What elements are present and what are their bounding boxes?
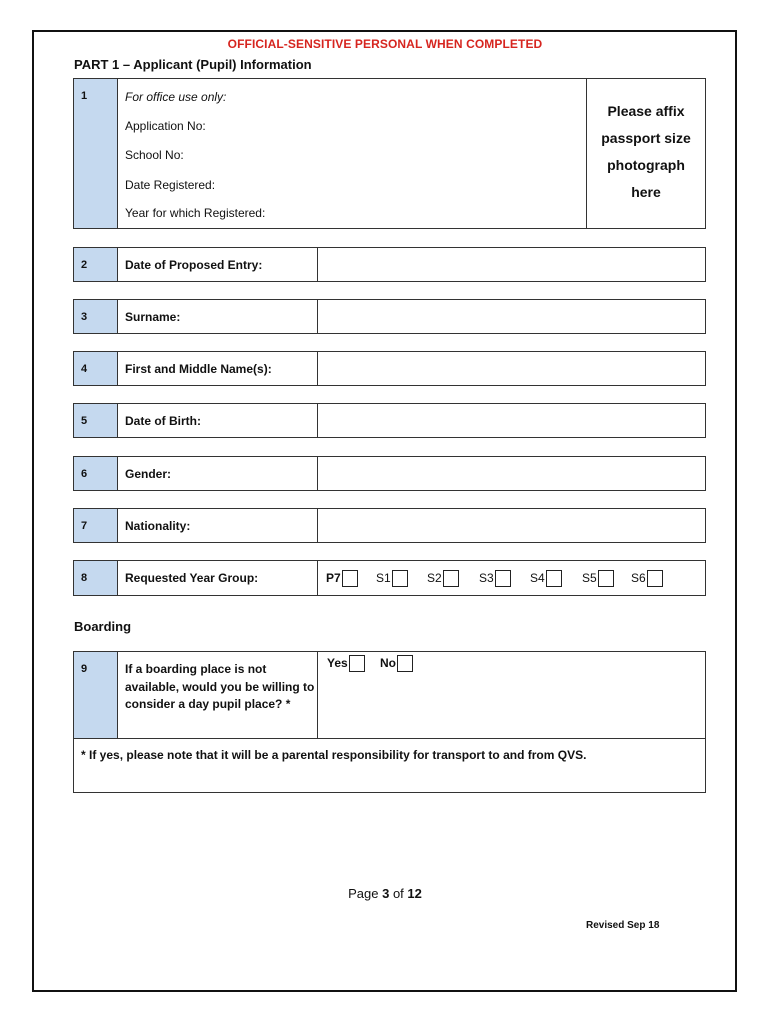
row-nationality [73, 508, 706, 543]
option-s4[interactable] [530, 561, 562, 595]
revision-note: Revised Sep 18 [586, 920, 660, 931]
option-label: Yes [327, 656, 348, 670]
checkbox-s1[interactable] [392, 570, 408, 587]
option-label: S2 [427, 571, 442, 585]
row-number: 6 [74, 457, 118, 490]
boarding-note: * If yes, please note that it will be a parental responsibility for transport to and from QVS. [81, 748, 587, 762]
office-use-heading: For office use only: [125, 90, 227, 104]
page-total: 12 [407, 886, 422, 901]
option-label: P7 [326, 571, 341, 585]
photo-line: Please affix [607, 103, 685, 119]
option-s6[interactable] [631, 561, 663, 595]
date-registered-label: Date Registered: [125, 178, 216, 192]
classification-banner: OFFICIAL-SENSITIVE PERSONAL WHEN COMPLETED [227, 37, 543, 51]
checkbox-yes[interactable] [349, 655, 365, 672]
year-group-options [317, 561, 705, 595]
page-prefix: Page [348, 886, 383, 901]
boarding-question: If a boarding place is not available, would you be willing to consider a day pupil place? * [125, 662, 315, 711]
page-mid: of [389, 886, 408, 901]
date-of-birth-field[interactable] [317, 404, 705, 437]
row-year-group [73, 560, 706, 596]
row-number: 1 [74, 79, 118, 228]
option-s2[interactable] [427, 561, 459, 595]
row-label: Gender: [125, 467, 172, 481]
row-label: Date of Birth: [125, 414, 201, 428]
row-label: Nationality: [125, 519, 191, 533]
boarding-box [73, 651, 706, 793]
option-s3[interactable] [479, 561, 511, 595]
first-middle-names-field[interactable] [317, 352, 705, 385]
checkbox-s3[interactable] [495, 570, 511, 587]
row-number: 7 [74, 509, 118, 542]
row-number: 2 [74, 248, 118, 281]
option-p7[interactable] [326, 561, 358, 595]
checkbox-s4[interactable] [546, 570, 562, 587]
page-number [0, 886, 770, 901]
row-number: 4 [74, 352, 118, 385]
option-label: S6 [631, 571, 646, 585]
year-registered-label: Year for which Registered: [125, 206, 266, 220]
row-surname [73, 299, 706, 334]
row-number: 8 [74, 561, 118, 595]
row-number: 9 [74, 652, 118, 738]
checkbox-no[interactable] [397, 655, 413, 672]
row-proposed-entry [73, 247, 706, 282]
option-yes[interactable] [327, 646, 365, 680]
row-gender [73, 456, 706, 491]
row-first-middle-names [73, 351, 706, 386]
row-label: First and Middle Name(s): [125, 362, 272, 376]
option-no[interactable] [380, 646, 413, 680]
option-s1[interactable] [376, 561, 408, 595]
checkbox-s5[interactable] [598, 570, 614, 587]
checkbox-s6[interactable] [647, 570, 663, 587]
school-no-label: School No: [125, 148, 184, 162]
photo-line: here [631, 184, 661, 200]
application-no-label: Application No: [125, 119, 206, 133]
option-label: No [380, 656, 396, 670]
row-date-of-birth [73, 403, 706, 438]
boarding-heading: Boarding [74, 619, 132, 634]
nationality-field[interactable] [317, 509, 705, 542]
row-label: Requested Year Group: [125, 571, 259, 585]
boarding-answer-cell [317, 652, 705, 738]
row-number: 5 [74, 404, 118, 437]
checkbox-p7[interactable] [342, 570, 358, 587]
part-title: PART 1 – Applicant (Pupil) Information [74, 57, 312, 72]
photo-line: passport size [601, 130, 691, 146]
option-label: S4 [530, 571, 545, 585]
photo-line: photograph [607, 157, 685, 173]
office-use-box [73, 78, 706, 229]
option-label: S1 [376, 571, 391, 585]
gender-field[interactable] [317, 457, 705, 490]
surname-field[interactable] [317, 300, 705, 333]
photo-placeholder [586, 79, 705, 228]
option-label: S5 [582, 571, 597, 585]
row-number: 3 [74, 300, 118, 333]
proposed-entry-field[interactable] [317, 248, 705, 281]
page-current: 3 [382, 886, 390, 901]
checkbox-s2[interactable] [443, 570, 459, 587]
row-label: Date of Proposed Entry: [125, 258, 263, 272]
divider [74, 738, 705, 739]
option-s5[interactable] [582, 561, 614, 595]
option-label: S3 [479, 571, 494, 585]
row-label: Surname: [125, 310, 181, 324]
